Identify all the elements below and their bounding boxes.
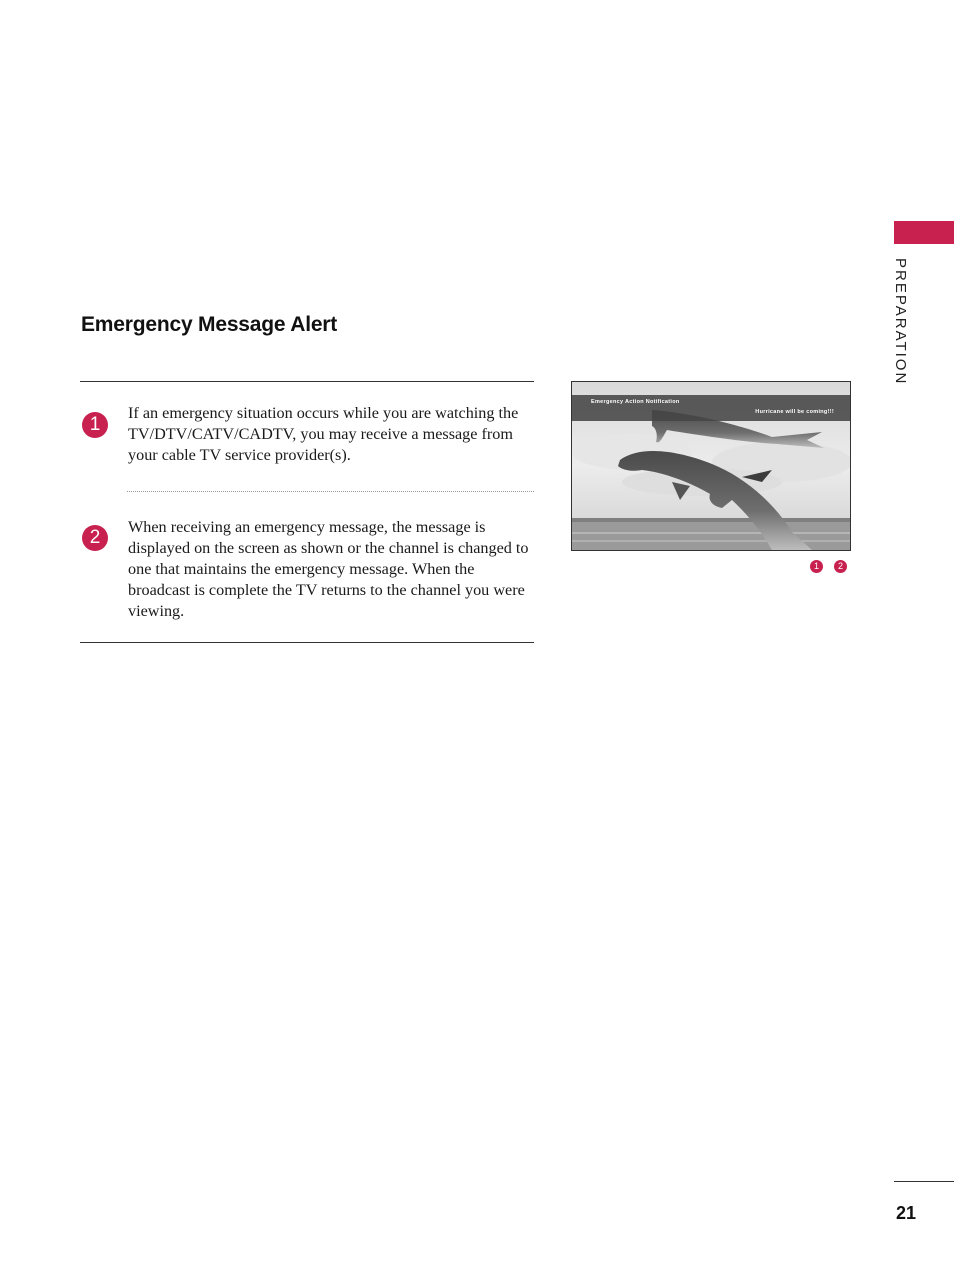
- banner-message: Hurricane will be coming!!!: [755, 409, 834, 415]
- emergency-banner: [572, 395, 850, 421]
- step-2-badge: 2: [82, 525, 108, 551]
- reference-badge-2: 2: [834, 560, 847, 573]
- step-1-text: If an emergency situation occurs while you are watching the TV/DTV/CATV/CADTV, you may receive a message from your cable TV service provider(s).: [128, 404, 519, 464]
- step-1-badge: 1: [82, 412, 108, 438]
- banner-title: Emergency Action Notification: [591, 399, 680, 405]
- reference-badge-1: 1: [810, 560, 823, 573]
- section-label: [886, 258, 926, 408]
- page-title: Emergency Message Alert: [81, 313, 338, 336]
- step-divider: [127, 491, 534, 492]
- page-number: 21: [896, 1203, 917, 1223]
- section-label-text: PREPARATION: [892, 258, 909, 386]
- top-divider: [80, 381, 534, 382]
- tv-screen-illustration: [571, 381, 851, 551]
- section-tab-marker: [894, 221, 954, 244]
- footer-divider: [894, 1181, 954, 1182]
- bottom-divider: [80, 642, 534, 643]
- step-2-text: When receiving an emergency message, the message is displayed on the screen as shown or the channel is changed to one that maintains the emergency message. When the broadcast is complete the TV returns to the channel you were viewing.: [128, 518, 529, 620]
